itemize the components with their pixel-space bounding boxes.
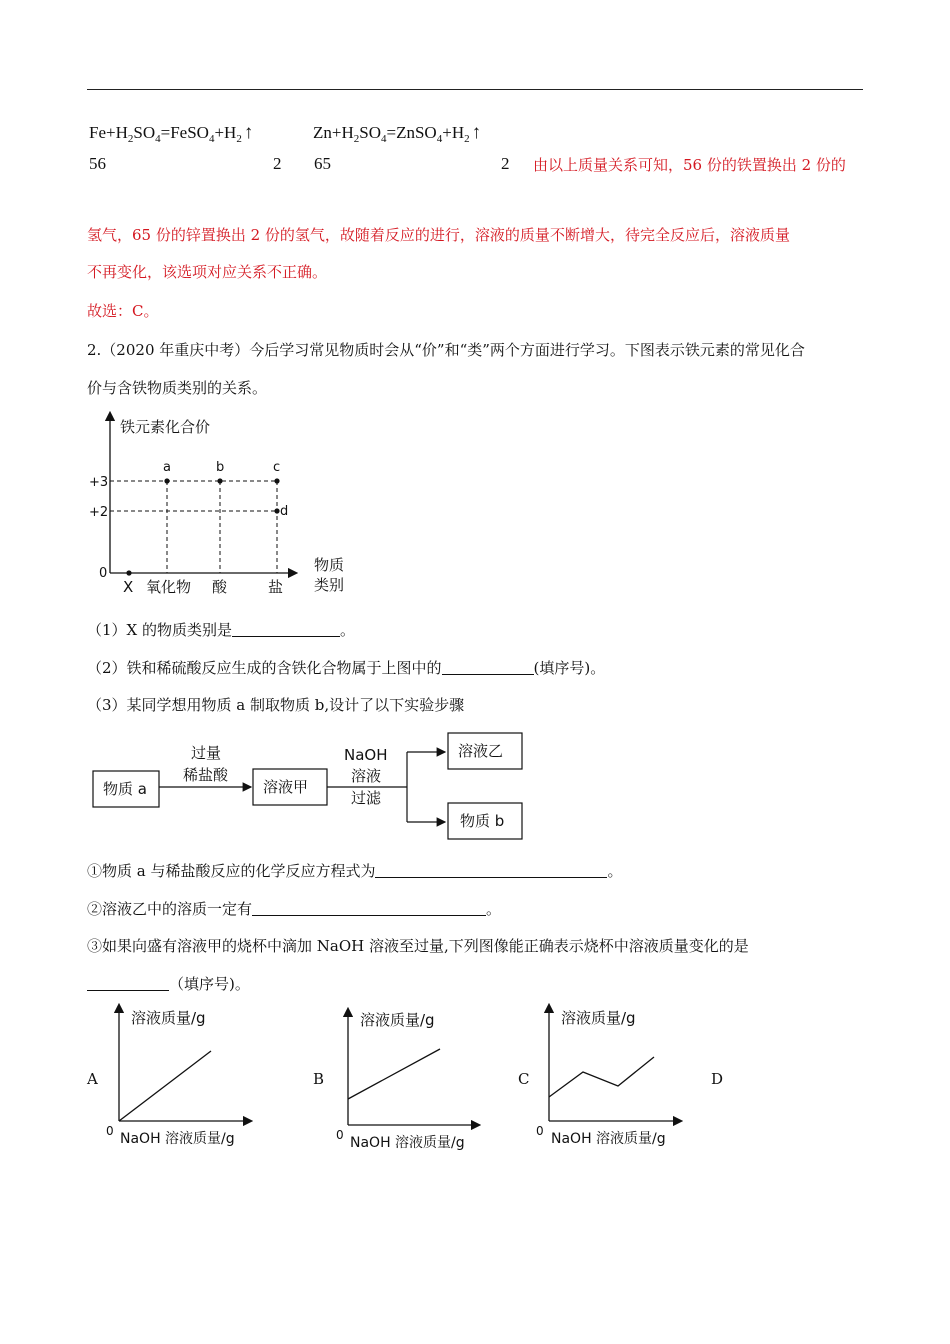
x-category-salt: 盐: [268, 578, 284, 596]
mass-fe-left: 56: [89, 154, 106, 173]
graph-a-origin: 0: [106, 1124, 114, 1138]
mass-zn-left: 65: [314, 154, 331, 173]
y-tick-plus2: +2: [89, 505, 109, 520]
sub-question-2: （2）铁和稀硫酸反应生成的含铁化合物属于上图中的 (填序号)。: [87, 659, 606, 677]
y-tick-zero: 0: [99, 566, 108, 581]
experiment-flow-diagram: [85, 730, 545, 845]
question-2-intro-2: 价与含铁物质类别的关系。: [87, 379, 268, 397]
sub-question-3: （3）某同学想用物质 a 制取物质 b,设计了以下实验步骤: [87, 696, 465, 714]
x-axis-title-2: 类别: [314, 576, 345, 594]
answer-blank-1[interactable]: [232, 622, 340, 637]
point-label-d: d: [280, 504, 289, 519]
point-label-b: b: [216, 460, 225, 475]
answer-blank-3-3[interactable]: [87, 976, 169, 991]
y-axis-title: 铁元素化合价: [120, 418, 211, 436]
valence-chart: [85, 410, 365, 605]
graph-b-curve: [348, 1049, 440, 1099]
box-substance-b-label: 物质 b: [460, 812, 505, 830]
answer-blank-3-1[interactable]: [375, 863, 607, 878]
x-category-x: X: [123, 578, 134, 596]
option-label-d: D: [711, 1070, 724, 1088]
graph-c: [530, 1002, 690, 1152]
answer-blank-2[interactable]: [442, 660, 534, 675]
analysis-line-1: 由以上质量关系可知，56 份的铁置换出 2 份的: [533, 156, 846, 174]
question-3-1: ①物质 a 与稀盐酸反应的化学反应方程式为 。: [87, 862, 623, 880]
reagent-filter: 过滤: [351, 789, 382, 807]
graph-c-x-title: NaOH 溶液质量/g: [551, 1131, 666, 1147]
point-b: [217, 478, 222, 483]
point-d: [274, 508, 279, 513]
header-rule: [87, 89, 863, 90]
box-substance-a-label: 物质 a: [103, 780, 147, 798]
graph-c-curve: [549, 1057, 654, 1097]
x-category-acid: 酸: [212, 578, 228, 596]
answer-blank-3-2[interactable]: [252, 901, 486, 916]
graph-a-y-title: 溶液质量/g: [131, 1009, 206, 1027]
mass-fe-right: 2: [273, 154, 282, 173]
graph-b-y-title: 溶液质量/g: [360, 1011, 435, 1029]
x-category-oxide: 氧化物: [146, 578, 192, 596]
equation-fe: $Fe+H_2SO_4=FeSO_4+H_2$ ↑: [89, 122, 254, 145]
reagent-hcl: 稀盐酸: [183, 766, 229, 784]
equation-zn: $Zn+H_2SO_4=ZnSO_4+H_2$ ↑: [313, 122, 482, 145]
graph-c-y-title: 溶液质量/g: [561, 1009, 636, 1027]
sub-question-1: （1）X 的物质类别是 。: [87, 621, 356, 639]
point-c: [274, 478, 279, 483]
graph-b: [328, 1006, 488, 1156]
y-tick-plus3: +3: [89, 475, 109, 490]
x-axis-title-1: 物质: [314, 556, 345, 574]
question-3-2: ②溶液乙中的溶质一定有 。: [87, 900, 502, 918]
graph-b-x-title: NaOH 溶液质量/g: [350, 1135, 465, 1151]
point-x: [126, 570, 131, 575]
reagent-solution: 溶液: [351, 767, 382, 785]
analysis-line-2: 氢气，65 份的锌置换出 2 份的氢气，故随着反应的进行，溶液的质量不断增大，待完全反应后，溶液质量: [87, 226, 790, 244]
mass-zn-right: 2: [501, 154, 510, 173]
option-label-a: A: [87, 1070, 98, 1088]
point-label-c: c: [273, 460, 281, 475]
box-solution-yi-label: 溶液乙: [458, 742, 504, 760]
question-3-3-line-2: （填序号)。: [87, 973, 250, 994]
box-solution-jia-label: 溶液甲: [263, 778, 309, 796]
option-label-c: C: [518, 1070, 530, 1088]
point-a: [164, 478, 169, 483]
point-label-a: a: [163, 460, 171, 475]
reagent-excess: 过量: [191, 744, 222, 762]
graph-a-x-title: NaOH 溶液质量/g: [120, 1131, 235, 1147]
question-2-intro-1: 2.（2020 年重庆中考）今后学习常见物质时会从“价”和“类”两个方面进行学习。下图表示铁元素的常见化合: [87, 341, 805, 359]
analysis-line-3: 不再变化，该选项对应关系不正确。: [87, 263, 328, 281]
reagent-naoh: NaOH: [344, 746, 388, 764]
question-3-3-line-1: ③如果向盛有溶液甲的烧杯中滴加 NaOH 溶液至过量,下列图像能正确表示烧杯中溶液质量变化的是: [87, 937, 749, 955]
graph-a: [100, 1002, 260, 1152]
answer: 故选：C。: [87, 302, 159, 320]
graph-c-origin: 0: [536, 1124, 544, 1138]
option-label-b: B: [313, 1070, 325, 1088]
graph-b-origin: 0: [336, 1128, 344, 1142]
graph-a-curve: [119, 1051, 211, 1121]
